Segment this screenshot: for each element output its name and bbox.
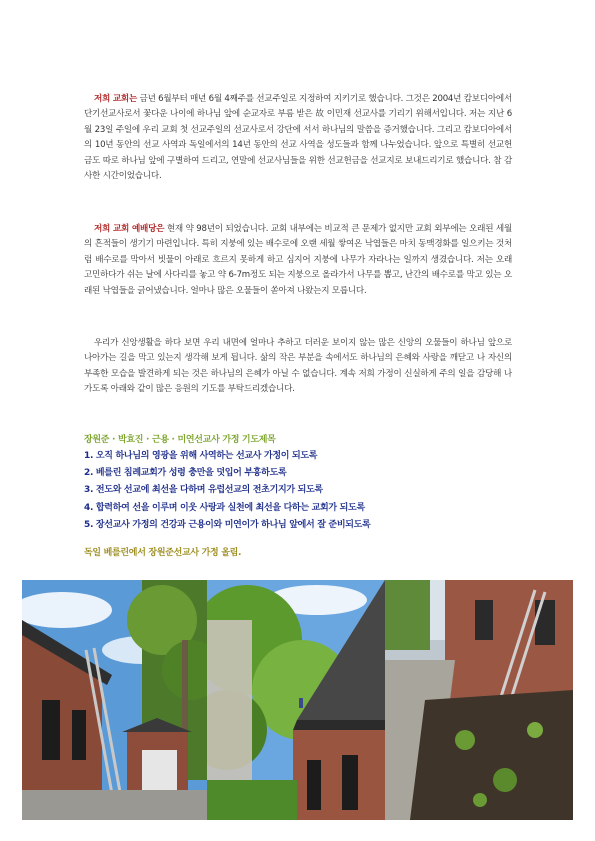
paragraph-body: 현재 약 98년이 되었습니다. 교회 내부에는 비교적 큰 문제가 없지만 교회 외부에는 오래된 세월의 흔적들이 생기기 마련입니다. 특히 지붕에 있는 배수로에 오랜 세월 쌓여온 낙엽들은 마치 동맥경화를 일으키는 것처럼 배수로를 막아서 빗물이 아래로 흐르지 못하게 하고 심지어 지붕에 나무가 자라나는 일까지 생겼습니다. 저는 오래 고민하다가 쉬는 날에 사다리를 놓고 약 6-7m정도 되는 지붕으로 올라가서 나무를 뽑고, 난간의 배수로를 막고 있는 오래된 낙엽들을 긁어냈습니다. 얼마나 많은 오물들이 쏟아져 나왔는지 모릅니다. — [84, 224, 512, 296]
prayer-item: 5. 장선교사 가정의 건강과 근용이와 미연이가 하나님 앞에서 잘 준비되도록 — [84, 519, 371, 530]
church-roof-tree-photo — [207, 580, 385, 820]
prayer-list-title: 장원준 · 박효진 · 근용 · 미연선교사 가정 기도제목 — [84, 435, 276, 445]
prayer-list — [84, 448, 370, 534]
prayer-item: 4. 합력하여 선을 이루며 이웃 사랑과 실천에 최선을 다하는 교회가 되도록 — [84, 502, 365, 513]
church-ladder-photo — [22, 580, 207, 820]
prayer-item: 3. 전도와 선교에 최선을 다하며 유럽선교의 전초기지가 되도록 — [84, 485, 323, 496]
prayer-request-paragraph: 우리가 신앙생활을 하다 보면 우리 내면에 얼마나 추하고 더러운 보이지 않는 많은 신앙의 오물들이 하나님 앞으로 나아가는 길을 막고 있는지 생각해 보게 됩니다. 삶의 작은 부분을 속에서도 하나님의 은혜와 사랑을 깨닫고 나 자신의 부족한 모습을 발견하게 되는 것은 하나님의 은혜가 아닐 수 없습니다. 계속 저희 가정이 신실하게 주의 일을 감당해 나가도록 아래와 같이 많은 응원의 기도를 부탁드리겠습니다. — [84, 338, 512, 395]
mission-sunday-paragraph — [84, 92, 512, 184]
signoff: 독일 베를린에서 장원준선교사 가정 올림. — [84, 548, 242, 558]
paragraph-lead: 저희 교회는 — [94, 94, 138, 104]
prayer-item: 2. 베를린 침례교회가 성령 충만을 덧입어 부흥하도록 — [84, 468, 287, 479]
gutter-debris-photo — [385, 580, 573, 820]
prayer-item: 1. 오직 하나님의 영광을 위해 사역하는 선교사 가정이 되도록 — [84, 451, 318, 461]
chapel-repair-paragraph — [84, 222, 512, 299]
paragraph-lead: 저희 교회 예배당은 — [94, 224, 165, 234]
paragraph-body: 금년 6월부터 매년 6월 4째주를 선교주일로 지정하여 지키기로 했습니다. 그것은 2004년 캄보디아에서 단기선교사로서 꽃다운 나이에 하나님 앞에 순교자로 부름 받은 故 이민재 선교사를 기리기 위해서입니다. 저는 지난 6월 23일 주일에 우리 교회 첫 선교주일의 선교사로서 강단에 서서 하나님의 말씀을 증거했습니다. 그리고 캄보디아에서의 10년 동안의 선교 사역과 독일에서의 14년 동안의 선교 사역을 성도들과 함께 나누었습니다. 앞으로 특별히 선교헌금도 따로 하나님 앞에 구별하여 드리고, 연말에 선교사님들을 위한 선교헌금을 선교지로 보내드리기로 했습니다. 참 감사한 시간이었습니다. — [84, 94, 513, 182]
